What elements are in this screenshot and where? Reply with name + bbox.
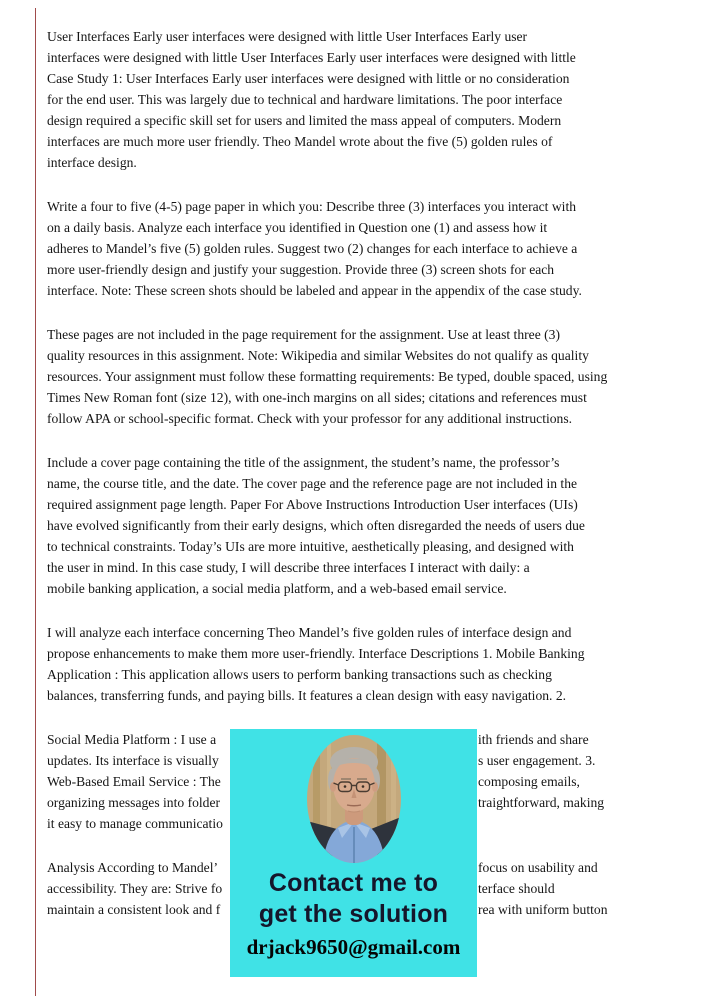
text-fragment-left: Web-Based Email Service : The: [47, 774, 221, 789]
text-fragment-right: composing emails,: [478, 774, 580, 789]
text-fragment-right: terface should: [478, 881, 555, 896]
text-line: [47, 366, 663, 387]
text-line: [47, 345, 663, 366]
text-line: [47, 536, 663, 557]
text-fragment-left: accessibility. They are: Strive fo: [47, 881, 223, 896]
text-fragment-left: interfaces are much more user friendly. Theo Mandel wrote about the five (5) golden rules of: [47, 134, 553, 149]
text-fragment-left: quality resources in this assignment. Note: Wikipedia and similar Websites do not qualify as quality: [47, 348, 589, 363]
text-line: [47, 238, 663, 259]
text-line: [47, 26, 663, 47]
text-fragment-left: interface design.: [47, 155, 137, 170]
text-fragment-left: I will analyze each interface concerning Theo Mandel’s five golden rules of interface design and: [47, 625, 572, 640]
text-line: [47, 324, 663, 345]
text-line: [47, 473, 663, 494]
text-line: [47, 578, 663, 599]
text-fragment-left: interface. Note: These screen shots should be labeled and appear in the appendix of the case study.: [47, 283, 582, 298]
text-line: [47, 622, 663, 643]
text-line: [47, 152, 663, 173]
text-line: [47, 452, 663, 473]
paragraph: [47, 324, 663, 429]
text-fragment-left: balances, transferring funds, and paying bills. It features a clean design with easy navigation. 2.: [47, 688, 567, 703]
text-fragment-left: have evolved significantly from their early designs, which often disregarded the needs of users due: [47, 518, 585, 533]
text-fragment-left: on a daily basis. Analyze each interface you identified in Question one (1) and assess how it: [47, 220, 548, 235]
text-fragment-left: maintain a consistent look and f: [47, 902, 221, 917]
text-fragment-right: ith friends and share: [478, 732, 589, 747]
text-fragment-right: focus on usability and: [478, 860, 598, 875]
text-fragment-left: name, the course title, and the date. The cover page and the reference page are not included in the: [47, 476, 578, 491]
promo-text-line2: get the solution: [258, 900, 449, 928]
paragraph: [47, 452, 663, 599]
text-fragment-left: interfaces were designed with little User Interfaces Early user interfaces were designed with little: [47, 50, 576, 65]
left-margin-line: [35, 8, 36, 996]
text-line: [47, 494, 663, 515]
text-fragment-right: traightforward, making: [478, 795, 605, 810]
text-fragment-left: Include a cover page containing the title of the assignment, the student’s name, the professor’s: [47, 455, 560, 470]
text-line: [47, 196, 663, 217]
paragraph: [47, 622, 663, 706]
text-line: [47, 47, 663, 68]
text-fragment-right: s user engagement. 3.: [478, 753, 596, 768]
portrait-photo-art: [307, 735, 401, 863]
text-fragment-left: resources. Your assignment must follow these formatting requirements: Be typed, double spaced, using: [47, 369, 608, 384]
text-line: [47, 217, 663, 238]
text-fragment-left: organizing messages into folder: [47, 795, 221, 810]
text-fragment-left: the user in mind. In this case study, I will describe three interfaces I interact with daily: a: [47, 560, 530, 575]
text-line: [47, 110, 663, 131]
text-fragment-left: it easy to manage communicatio: [47, 816, 223, 831]
paragraph: [47, 26, 663, 173]
text-fragment-left: updates. Its interface is visually: [47, 753, 219, 768]
text-fragment-left: These pages are not included in the page requirement for the assignment. Use at least three (3): [47, 327, 560, 342]
text-line: [47, 664, 663, 685]
text-line: [47, 408, 663, 429]
text-line: [47, 643, 663, 664]
text-fragment-left: User Interfaces Early user interfaces were designed with little User Interfaces Early user: [47, 29, 528, 44]
promo-text: [259, 868, 448, 930]
text-fragment-left: Write a four to five (4-5) page paper in which you: Describe three (3) interfaces you interact with: [47, 199, 577, 214]
paragraph: [47, 196, 663, 301]
text-line: [47, 259, 663, 280]
text-fragment-left: Application : This application allows users to perform banking transactions such as checking: [47, 667, 552, 682]
text-fragment-left: Analysis According to Mandel’: [47, 860, 219, 875]
text-fragment-left: adheres to Mandel’s five (5) golden rules. Suggest two (2) changes for each interface to achieve a: [47, 241, 578, 256]
portrait-photo: [307, 735, 401, 863]
text-fragment-left: Case Study 1: User Interfaces Early user interfaces were designed with little or no consideration: [47, 71, 570, 86]
promo-text-line1: Contact me to: [268, 869, 439, 897]
text-line: [47, 89, 663, 110]
text-fragment-left: propose enhancements to make them more user-friendly. Interface Descriptions 1. Mobile Banking: [47, 646, 585, 661]
text-fragment-left: Social Media Platform : I use a: [47, 732, 217, 747]
text-line: [47, 387, 663, 408]
text-line: [47, 557, 663, 578]
promo-email[interactable]: drjack9650@gmail.com: [246, 935, 461, 959]
text-line: [47, 131, 663, 152]
promo-overlay: [230, 729, 477, 977]
text-line: [47, 68, 663, 89]
text-fragment-left: Times New Roman font (size 12), with one-inch margins on all sides; citations and references must: [47, 390, 587, 405]
text-fragment-left: design required a specific skill set for users and limited the mass appeal of computers. Modern: [47, 113, 562, 128]
text-fragment-left: mobile banking application, a social media platform, and a web-based email service.: [47, 581, 507, 596]
text-fragment-left: follow APA or school-specific format. Check with your professor for any additional instructions.: [47, 411, 573, 426]
text-line: [47, 280, 663, 301]
text-fragment-left: for the end user. This was largely due to technical and hardware limitations. The poor interface: [47, 92, 563, 107]
text-fragment-left: more user-friendly design and justify your suggestion. Provide three (3) screen shots for each: [47, 262, 555, 277]
text-fragment-left: to technical constraints. Today’s UIs are more intuitive, aesthetically pleasing, and designed with: [47, 539, 574, 554]
text-fragment-left: required assignment page length. Paper For Above Instructions Introduction User interfaces (UIs): [47, 497, 578, 512]
text-line: [47, 685, 663, 706]
text-line: [47, 515, 663, 536]
text-fragment-right: rea with uniform button: [478, 902, 608, 917]
